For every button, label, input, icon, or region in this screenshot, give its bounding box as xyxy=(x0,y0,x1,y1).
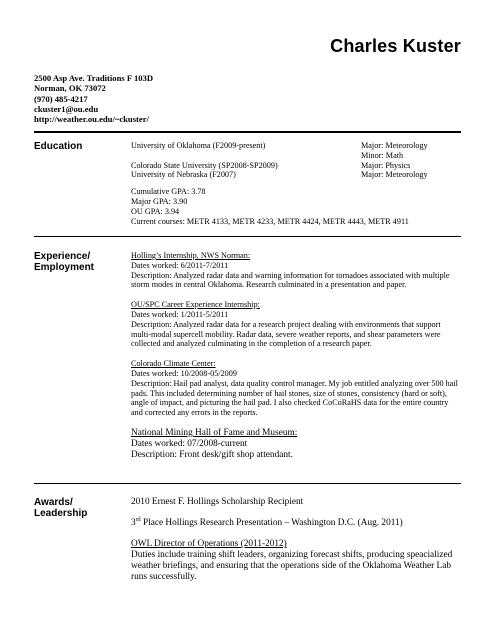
section-divider xyxy=(34,483,461,484)
school-name: Colorado State University (SP2008-SP2009) xyxy=(131,160,278,170)
school-row xyxy=(131,161,461,171)
research-presentation-award xyxy=(131,518,461,529)
candidate-name: Charles Kuster xyxy=(330,36,461,56)
experience-entry xyxy=(131,428,461,461)
place-suffix: rd xyxy=(135,516,141,523)
education-heading: Education xyxy=(34,141,83,152)
entry-title: OU/SPC Career Experience Internship: xyxy=(131,300,260,310)
ou-gpa: OU GPA: 3.94 xyxy=(131,206,180,216)
cumulative-gpa: Cumulative GPA: 3.78 xyxy=(131,187,206,197)
entry-dates: Dates worked: 1/2011-5/2011 xyxy=(131,309,229,319)
school-row xyxy=(131,151,461,161)
owl-description: Duties include training shift leaders, organizing forecast shifts, producing speacialized weather briefings, and ensuring that the operations side of the Oklahoma Weather Lab runs successfully. xyxy=(131,550,453,582)
entry-title: National Mining Hall of Fame and Museum: xyxy=(131,427,298,438)
place-text: Place Hollings Research Presentation – Washington D.C. (Aug. 2011) xyxy=(140,518,403,528)
school-major: Major: Meteorology xyxy=(361,141,428,150)
experience-entry xyxy=(131,251,461,290)
contact-block xyxy=(34,73,153,124)
experience-heading xyxy=(34,251,124,273)
school-name: University of Oklahoma (F2009-present) xyxy=(131,141,266,150)
phone: (970) 485-4217 xyxy=(34,93,88,104)
website: http://weather.ou.edu/~ckuster/ xyxy=(34,114,149,125)
address-line-1: 2500 Asp Ave. Traditions F 103D xyxy=(34,73,154,83)
awards-heading-line1: Awards/ xyxy=(34,497,73,508)
place-number: 3 xyxy=(131,518,136,528)
address-line-2: Norman, OK 73072 xyxy=(34,83,106,94)
school-major: Major: Meteorology xyxy=(361,170,428,180)
entry-dates: Dates worked: 6/2011-7/2011 xyxy=(131,260,229,270)
entry-title: Holling’s Internship, NWS Norman: xyxy=(131,251,251,260)
awards-body xyxy=(131,497,461,583)
experience-entry xyxy=(131,359,461,418)
scholarship-award: 2010 Ernest F. Hollings Scholarship Recipient xyxy=(131,497,304,507)
email: ckuster1@ou.edu xyxy=(34,103,99,114)
experience-heading-line2: Employment xyxy=(34,262,95,273)
awards-heading-line2: Leadership xyxy=(34,508,88,519)
entry-dates: Dates worked: 10/2008-05/2009 xyxy=(131,368,237,378)
entry-description: Description: Analyzed radar data and warning information for tornadoes associated with multiple storm modes in central Oklahoma. Research culminated in a presentation and paper. xyxy=(131,270,450,290)
school-minor: Minor: Math xyxy=(361,150,404,160)
school-name: University of Nebraska (F2007) xyxy=(131,170,236,180)
experience-entry xyxy=(131,300,461,349)
entry-title: Colorado Climate Center: xyxy=(131,359,216,369)
entry-dates: Dates worked: 07/2008-current xyxy=(131,438,248,449)
current-courses: Current courses: METR 4133, METR 4233, METR 4424, METR 4443, METR 4911 xyxy=(131,216,409,226)
header-divider xyxy=(34,131,461,133)
entry-description: Description: Hail pad analyst, data quality control manager. My job entitled analyzing over 500 hail pads. This included determining number of hail stones, size of stones, consistency (hard or soft), angle of impact, and picturing the hail pad. I also checked CoCoRaHS data for the entire country and corrected any errors in the reports. xyxy=(131,378,458,418)
experience-body xyxy=(131,251,461,471)
section-divider xyxy=(34,236,461,237)
experience-heading-line1: Experience/ xyxy=(34,251,91,262)
school-row xyxy=(131,141,461,151)
education-body xyxy=(131,141,461,226)
school-row xyxy=(131,170,461,180)
major-gpa: Major GPA: 3.90 xyxy=(131,196,188,206)
entry-description: Description: Front desk/gift shop attendant. xyxy=(131,449,293,460)
entry-description: Description: Analyzed radar data for a research project dealing with environments that support multi-modal supercell mobility. Radar data, severe weather reports, and shear parameters were collected and analyzed culminating in the completion of a research paper. xyxy=(131,319,441,349)
school-major: Major: Physics xyxy=(361,160,411,170)
owl-title: OWL Director of Operations (2011-2012) xyxy=(131,539,287,549)
awards-heading xyxy=(34,497,124,519)
